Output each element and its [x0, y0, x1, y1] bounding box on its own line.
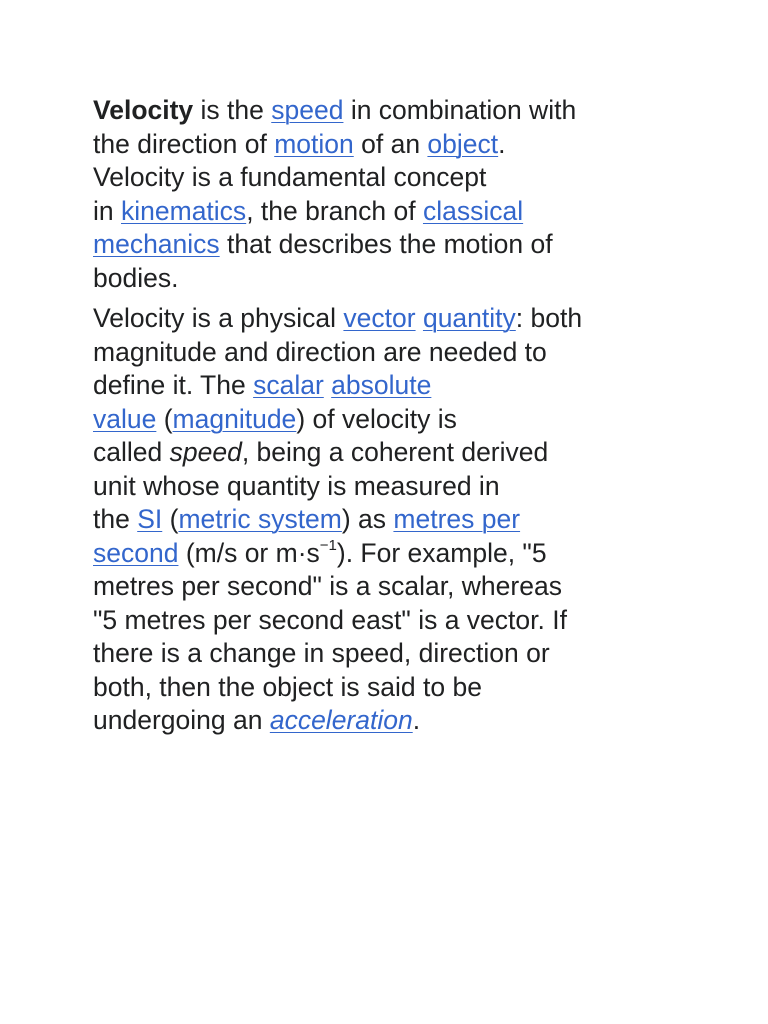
- link-motion[interactable]: motion: [274, 128, 354, 159]
- link-object[interactable]: object: [427, 128, 499, 159]
- link-classical-mechanics-part2[interactable]: mechanics: [93, 229, 220, 259]
- text-line: [93, 570, 683, 604]
- text-fragment: magnitude and direction are needed to: [93, 336, 547, 367]
- link-metres-per-second-part1[interactable]: metres per: [393, 504, 521, 534]
- text-fragment: (: [162, 504, 179, 534]
- text-fragment: .: [412, 705, 421, 735]
- text-fragment: Velocity is a physical: [93, 303, 344, 333]
- text-fragment: ) as: [341, 504, 394, 534]
- link-magnitude[interactable]: magnitude: [172, 403, 297, 434]
- exponent-superscript: −1: [319, 536, 337, 554]
- link-speed[interactable]: speed: [271, 95, 344, 125]
- text-line: [93, 503, 683, 537]
- text-fragment: : both: [515, 303, 583, 333]
- text-line: [93, 336, 683, 370]
- text-line: [93, 637, 683, 671]
- text-line: [93, 470, 683, 504]
- text-fragment: bodies.: [93, 262, 179, 293]
- text-fragment: metres per second" is a scalar, whereas: [93, 571, 562, 601]
- text-fragment: in combination with: [343, 95, 577, 125]
- text-fragment: (: [156, 403, 173, 434]
- text-line: [93, 195, 683, 229]
- link-quantity[interactable]: quantity: [422, 303, 516, 333]
- link-kinematics[interactable]: kinematics: [121, 195, 247, 226]
- text-line: [93, 302, 683, 336]
- paragraph-velocity-definition: [93, 94, 683, 295]
- link-metric-system[interactable]: metric system: [178, 504, 342, 534]
- text-fragment: [416, 303, 423, 333]
- text-line: [93, 262, 683, 296]
- text-fragment: Velocity is a fundamental concept: [93, 162, 487, 192]
- text-fragment: the: [93, 504, 138, 534]
- text-line: [93, 604, 683, 638]
- link-classical-mechanics-part1[interactable]: classical: [422, 195, 524, 226]
- term-velocity: Velocity: [93, 95, 194, 125]
- text-line: [93, 128, 683, 162]
- text-fragment: ) of velocity is: [296, 403, 457, 434]
- text-fragment: in: [93, 195, 121, 226]
- link-vector[interactable]: vector: [343, 303, 416, 333]
- text-line: [93, 369, 683, 403]
- text-line: [93, 704, 683, 738]
- text-fragment: that describes the motion of: [219, 229, 553, 259]
- text-line: [93, 94, 683, 128]
- link-si[interactable]: SI: [137, 504, 163, 534]
- link-acceleration[interactable]: acceleration: [269, 705, 413, 735]
- text-line: [93, 436, 683, 470]
- link-absolute-value-part2[interactable]: value: [93, 403, 157, 434]
- text-fragment: there is a change in speed, direction or: [93, 638, 550, 668]
- text-fragment: is the: [193, 95, 272, 125]
- link-absolute-value-part1[interactable]: absolute: [331, 370, 432, 400]
- text-line: [93, 228, 683, 262]
- text-fragment: unit whose quantity is measured in: [93, 470, 500, 501]
- text-line: [93, 403, 683, 437]
- text-fragment: undergoing an: [93, 705, 270, 735]
- text-fragment: "5 metres per second east" is a vector. If: [93, 604, 567, 635]
- text-fragment: ). For example, "5: [336, 537, 547, 568]
- article-body: [93, 94, 683, 738]
- term-speed: speed: [169, 437, 242, 467]
- text-fragment: (m/s or m·s: [178, 537, 320, 568]
- text-fragment: , the branch of: [246, 195, 423, 226]
- text-line: [93, 671, 683, 705]
- text-line: [93, 161, 683, 195]
- text-fragment: both, then the object is said to be: [93, 671, 482, 702]
- text-fragment: define it. The: [93, 370, 254, 400]
- paragraph-velocity-vector: [93, 302, 683, 738]
- text-fragment: called: [93, 437, 170, 467]
- text-fragment: .: [498, 128, 506, 159]
- text-fragment: of an: [353, 128, 428, 159]
- text-fragment: , being a coherent derived: [241, 437, 549, 467]
- text-fragment: the direction of: [93, 128, 275, 159]
- link-scalar[interactable]: scalar: [253, 370, 324, 400]
- text-line: [93, 537, 683, 571]
- link-metres-per-second-part2[interactable]: second: [93, 537, 179, 568]
